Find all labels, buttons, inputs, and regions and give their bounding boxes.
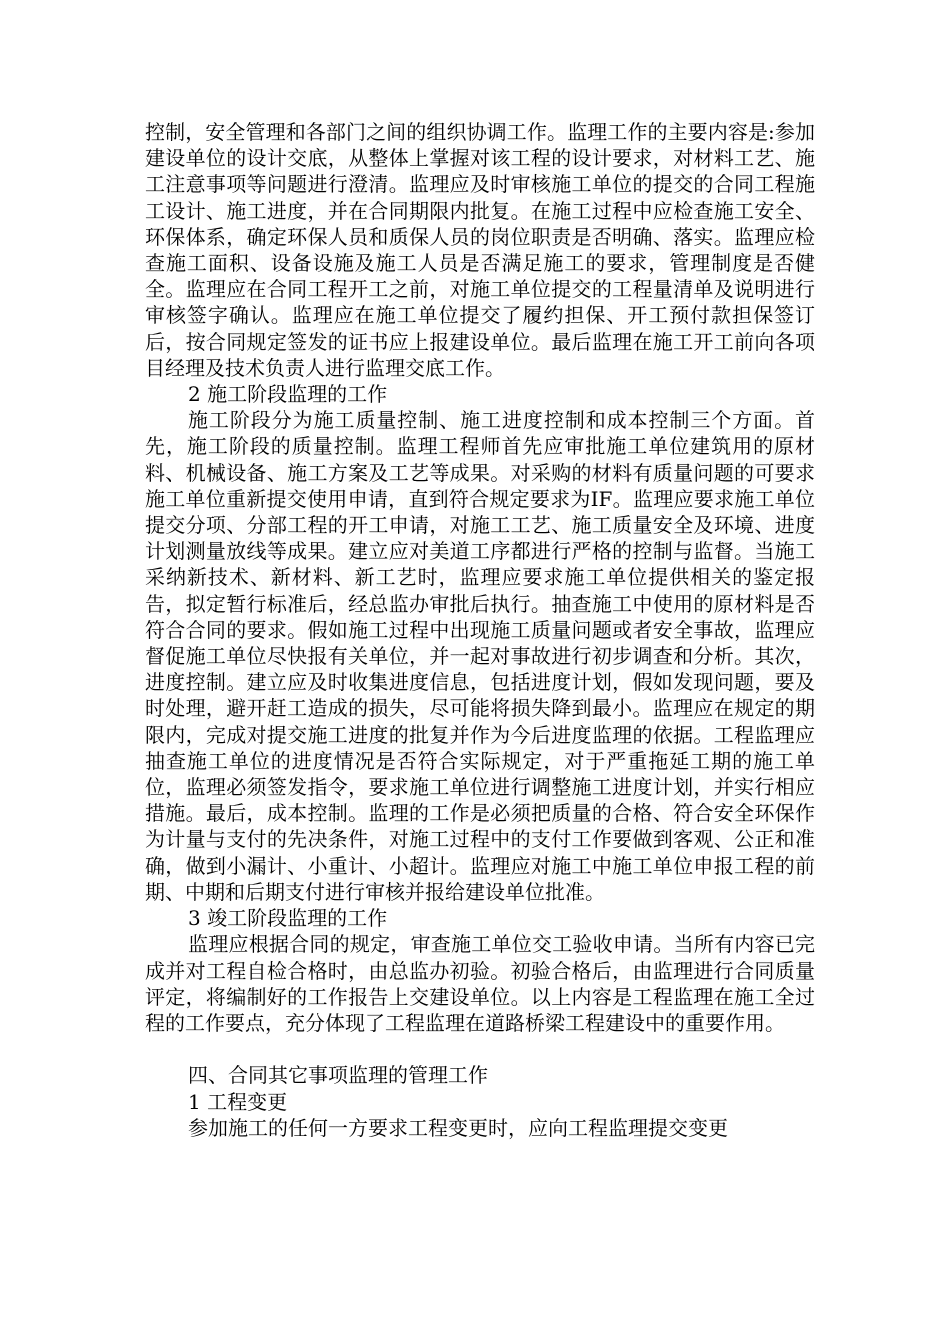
section-heading-completion-phase: 3 竣工阶段监理的工作 (188, 906, 388, 931)
paragraph-construction-phase: 施工阶段分为施工质量控制、施工进度控制和成本控制三个方面。首先，施工阶段的质量控制。监理工程师首先应审批施工单位建筑用的原材料、机械设备、施工方案及工艺等成果。对采购的材料有质量问题的可要求施工单位重新提交使用申请，直到符合规定要求为IF。监理应要求施工单位提交分项、分部工程的开工申请，对施工工艺、施工质量安全及环境、进度计划测量放线等成果。建立应对美道工序都进行严格的控制与监督。当施工采纳新技术、新材料、新工艺时，监理应要求施工单位提供相关的鉴定报告，拟定暂行标准后，经总监办审批后执行。抽查施工中使用的原材料是否符合合同的要求。假如施工过程中出现施工质量问题或者安全事故，监理应督促施工单位尽快报有关单位，并一起对事故进行初步调查和分析。其次，进度控制。建立应及时收集进度信息，包括进度计划，假如发现问题，要及时处理，避开赶工造成的损失，尽可能将损失降到最小。监理应在规定的期限内，完成对提交施工进度的批复并作为今后进度监理的依据。工程监理应抽查施工单位的进度情况是否符合实际规定，对于严重拖延工期的施工单位，监理必须签发指令，要求施工单位进行调整施工进度计划，并实行相应措施。最后，成本控制。监理的工作是必须把质量的合格、符合安全环保作为计量与支付的先决条件，对施工过程中的支付工作要做到客观、公正和准确，做到小漏计、小重计、小超计。监理应对施工中施工单位申报工程的前期、中期和后期支付进行审核并报给建设单位批准。 (145, 408, 815, 904)
paragraph-completion-phase: 监理应根据合同的规定，审查施工单位交工验收申请。当所有内容已完成并对工程自检合格时，由总监办初验。初验合格后，由监理进行合同质量评定，将编制好的工作报告上交建设单位。以上内容是工程监理在施工全过程的工作要点，充分体现了工程监理在道路桥梁工程建设中的重要作用。 (145, 932, 815, 1035)
blank-line (145, 1036, 815, 1062)
paragraph-design-phase: 控制，安全管理和各部门之间的组织协调工作。监理工作的主要内容是:参加建设单位的设计交底，从整体上掌握对该工程的设计要求，对材料工艺、施工注意事项等问题进行澄清。监理应及时审核施工单位的提交的合同工程施工设计、施工进度，并在合同期限内批复。在施工过程中应检查施工安全、环保体系，确定环保人员和质保人员的岗位职责是否明确、落实。监理应检查施工面积、设备设施及施工人员是否满足施工的要求，管理制度是否健全。监理应在合同工程开工之前，对施工单位提交的工程量清单及说明进行审核签字确认。监理应在施工单位提交了履约担保、开工预付款担保签订后，按合同规定签发的证书应上报建设单位。最后监理在施工开工前向各项目经理及技术负责人进行监理交底工作。 (145, 120, 815, 380)
paragraph-engineering-change: 参加施工的任何一方要求工程变更时，应向工程监理提交变更 (188, 1115, 728, 1140)
section-heading-engineering-change: 1 工程变更 (188, 1089, 288, 1114)
document-body (145, 119, 815, 1141)
chapter-heading-contract-matters: 四、合同其它事项监理的管理工作 (188, 1063, 488, 1088)
section-heading-construction-phase: 2 施工阶段监理的工作 (188, 382, 388, 407)
